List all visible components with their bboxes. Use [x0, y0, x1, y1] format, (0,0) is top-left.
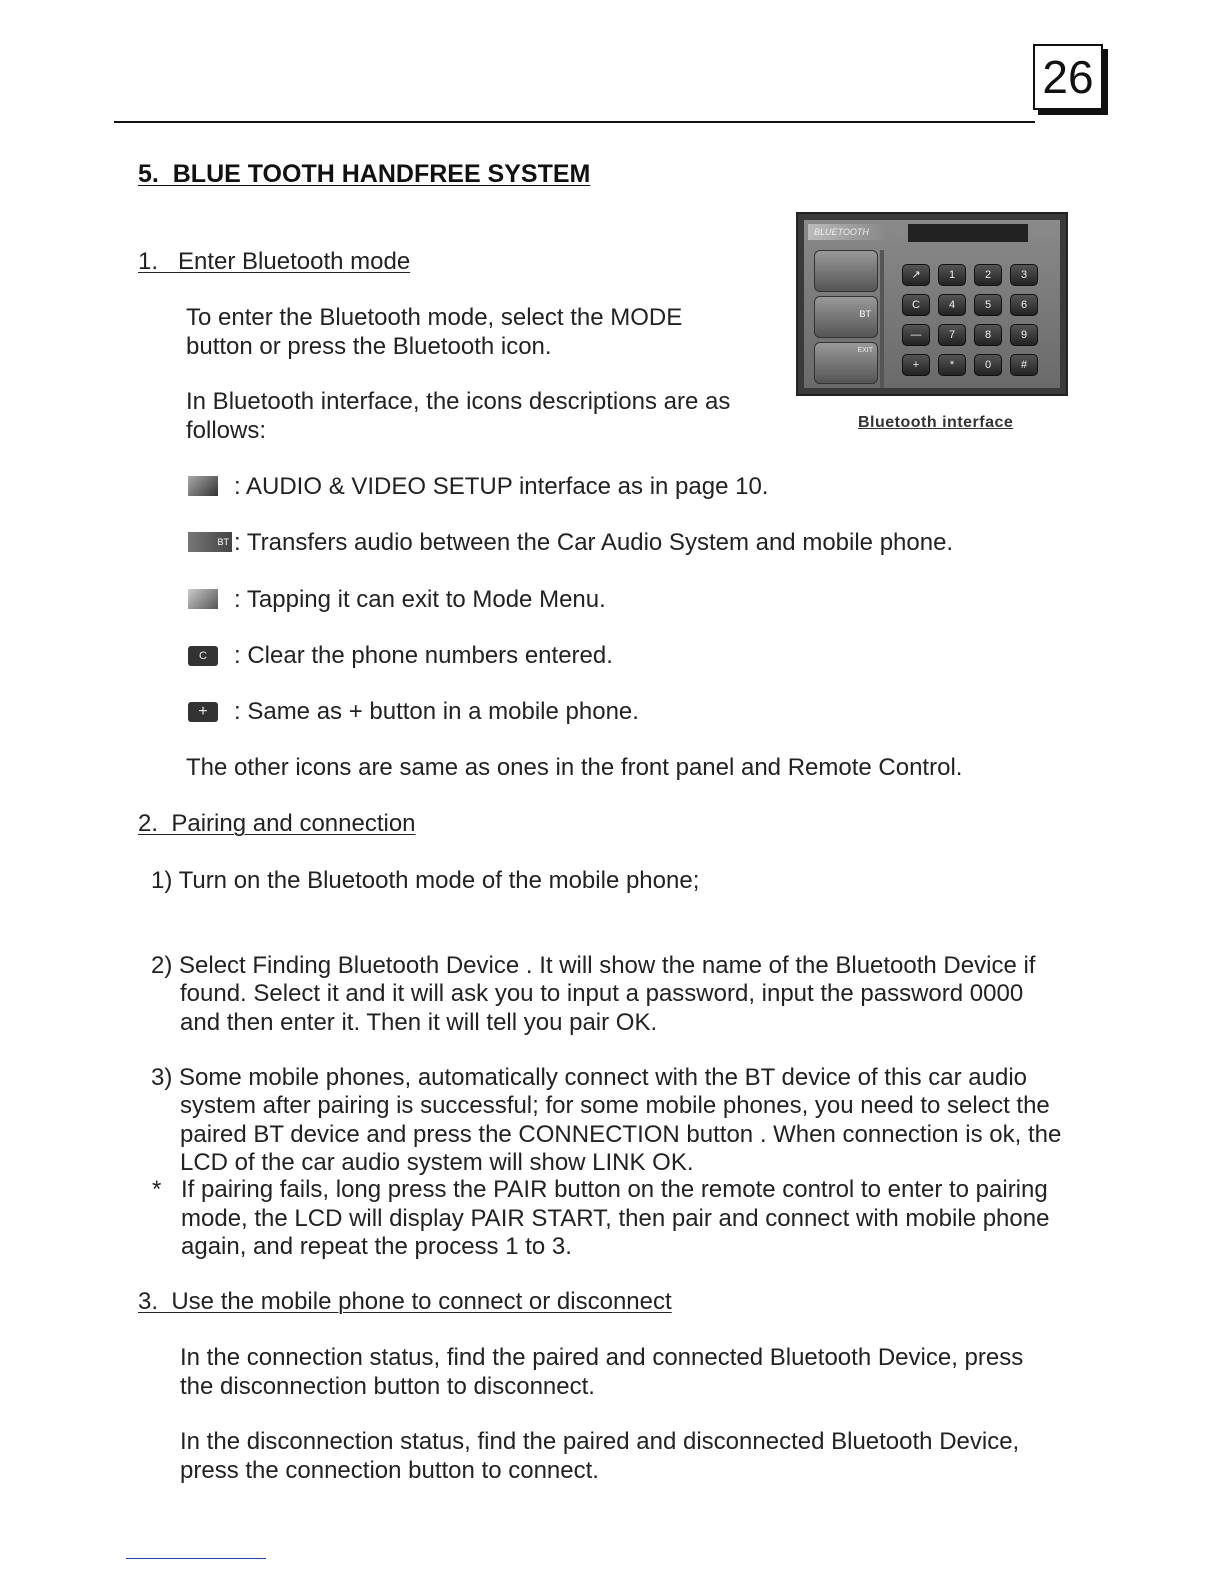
bt-title-bar: BLUETOOTH	[808, 224, 886, 240]
subsection-heading-enter-bluetooth: 1. Enter Bluetooth mode	[138, 248, 411, 275]
key-3: 3	[1010, 264, 1038, 286]
key-7: 7	[938, 324, 966, 346]
bt-divider	[880, 250, 884, 388]
exit-label: EXIT	[857, 347, 873, 354]
note-asterisk: *	[152, 1176, 162, 1203]
bluetooth-interface-image	[796, 212, 1068, 396]
page-number: 26	[1033, 44, 1103, 110]
call-key: ↗	[902, 264, 930, 286]
pairing-fail-note: If pairing fails, long press the PAIR button on the remote control to enter to pairing mode, the LCD will display PAIR START, then pair and connect with mobile phone again, and repeat the process 1 to 3.	[181, 1176, 1050, 1260]
exit-icon	[188, 589, 218, 609]
key-clear: C	[902, 294, 930, 316]
paragraph-disconnect: In the connection status, find the paired and connected Bluetooth Device, press the disconnection button to disconnect.	[180, 1344, 1024, 1400]
key-hash: #	[1010, 354, 1038, 376]
key-1: 1	[938, 264, 966, 286]
plus-icon-label: +	[198, 703, 208, 720]
bt-transfer-icon	[188, 532, 232, 552]
key-9: 9	[1010, 324, 1038, 346]
key-star: *	[938, 354, 966, 376]
subsection-heading-pairing: 2. Pairing and connection	[138, 810, 416, 837]
icon-desc-clear: : Clear the phone numbers entered.	[234, 642, 613, 669]
key-0: 0	[974, 354, 1002, 376]
clear-icon	[188, 646, 218, 666]
clear-icon-label: C	[199, 650, 207, 662]
key-5: 5	[974, 294, 1002, 316]
icon-desc-setup: : AUDIO & VIDEO SETUP interface as in page 10.	[234, 473, 769, 500]
bt-transfer-icon	[814, 296, 878, 338]
key-plus: +	[902, 354, 930, 376]
footer-rule	[126, 1558, 266, 1559]
figure-caption: Bluetooth interface	[858, 414, 1014, 431]
step-1: 1) Turn on the Bluetooth mode of the mobile phone;	[151, 867, 700, 894]
bt-label: BT	[859, 309, 871, 319]
paragraph-other-icons: The other icons are same as ones in the front panel and Remote Control.	[186, 754, 963, 781]
key-8: 8	[974, 324, 1002, 346]
hangup-key: ―	[902, 324, 930, 346]
audio-video-setup-icon	[188, 476, 218, 496]
step-3-text: 3) Some mobile phones, automatically connect with the BT device of this car audio system after pairing is successful; for some mobile phones, you need to select the paired BT device and press the CONNECTION button . When connection is ok, the LCD of the car audio system will show LINK OK.	[151, 1063, 1062, 1176]
section-title: 5. BLUE TOOTH HANDFREE SYSTEM	[138, 160, 591, 188]
subsection-heading-connect: 3. Use the mobile phone to connect or disconnect	[138, 1288, 672, 1315]
header-rule	[114, 121, 1035, 123]
plus-icon	[188, 702, 218, 722]
bt-icon-label: BT	[217, 537, 229, 547]
paragraph-icons-intro: In Bluetooth interface, the icons descriptions are as follows:	[186, 388, 731, 444]
key-6: 6	[1010, 294, 1038, 316]
exit-icon	[814, 342, 878, 384]
icon-desc-bt: : Transfers audio between the Car Audio System and mobile phone.	[234, 529, 954, 556]
key-2: 2	[974, 264, 1002, 286]
paragraph-connect: In the disconnection status, find the paired and disconnected Bluetooth Device, press the connection button to connect.	[180, 1428, 1020, 1484]
phone-setup-icon	[814, 250, 878, 292]
step-2-text: 2) Select Finding Bluetooth Device . It will show the name of the Bluetooth Device if found. Select it and it will ask you to input a password, input the password 0000 and then enter it. Then it will tell you pair OK.	[151, 951, 1036, 1036]
paragraph-enter-mode: To enter the Bluetooth mode, select the MODE button or press the Bluetooth icon.	[186, 304, 683, 360]
bt-number-display	[908, 224, 1028, 242]
icon-desc-plus: : Same as + button in a mobile phone.	[234, 698, 639, 725]
icon-desc-exit: : Tapping it can exit to Mode Menu.	[234, 586, 606, 613]
key-4: 4	[938, 294, 966, 316]
